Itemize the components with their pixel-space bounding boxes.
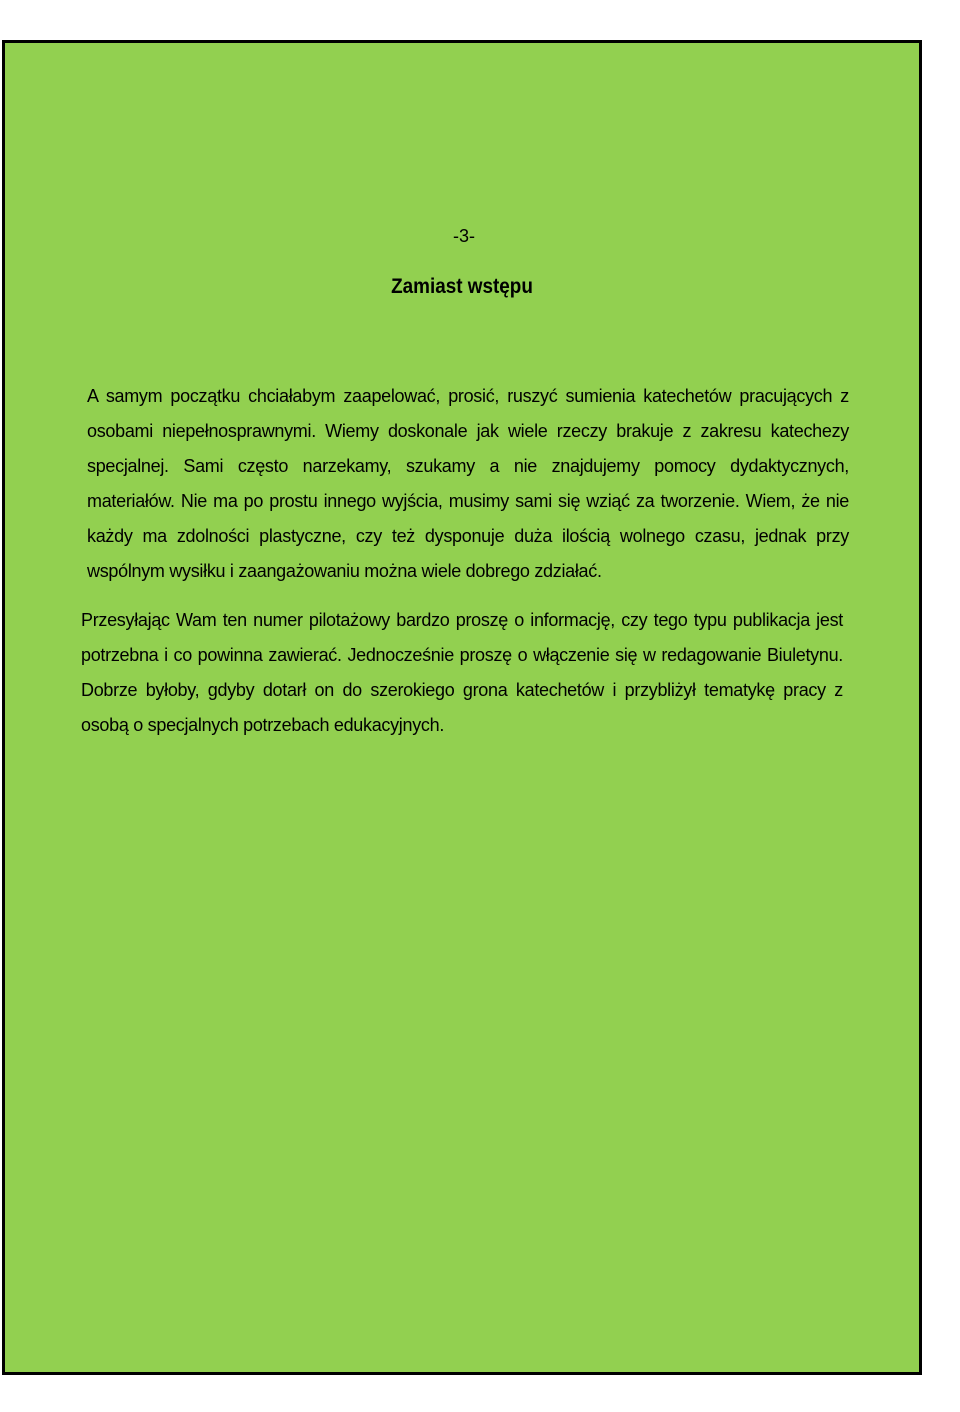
page-title: Zamiast wstępu [391, 275, 533, 298]
paragraph-request: Przesyłając Wam ten numer pilotażowy bardzo proszę o informację, czy tego typu publikacja jest potrzebna i co powinna zawierać. Jednocześnie proszę o włączenie się w redagowanie Biuletynu. Dobrze byłoby, gdyby dotarł on do szerokiego grona katechetów i przybliżył tematykę pracy z osobą o specjalnych potrzebach edukacyjnych. [81, 610, 843, 735]
page-frame [2, 40, 922, 1375]
page-number: -3- [453, 226, 475, 246]
paragraph-intro: A samym początku chciałabym zaapelować, prosić, ruszyć sumienia katechetów pracujących z osobami niepełnosprawnymi. Wiemy doskonale jak wiele rzeczy brakuje z zakresu katechezy specjalnej. Sami często narzekamy, szukamy a nie znajdujemy pomocy dydaktycznych, materiałów. Nie ma po prostu innego wyjścia, musimy sami się wziąć za tworzenie. Wiem, że nie każdy ma zdolności plastyczne, czy też dysponuje duża ilością wolnego czasu, jednak przy wspólnym wysiłku i zaangażowaniu można wiele dobrego zdziałać. [87, 386, 849, 581]
